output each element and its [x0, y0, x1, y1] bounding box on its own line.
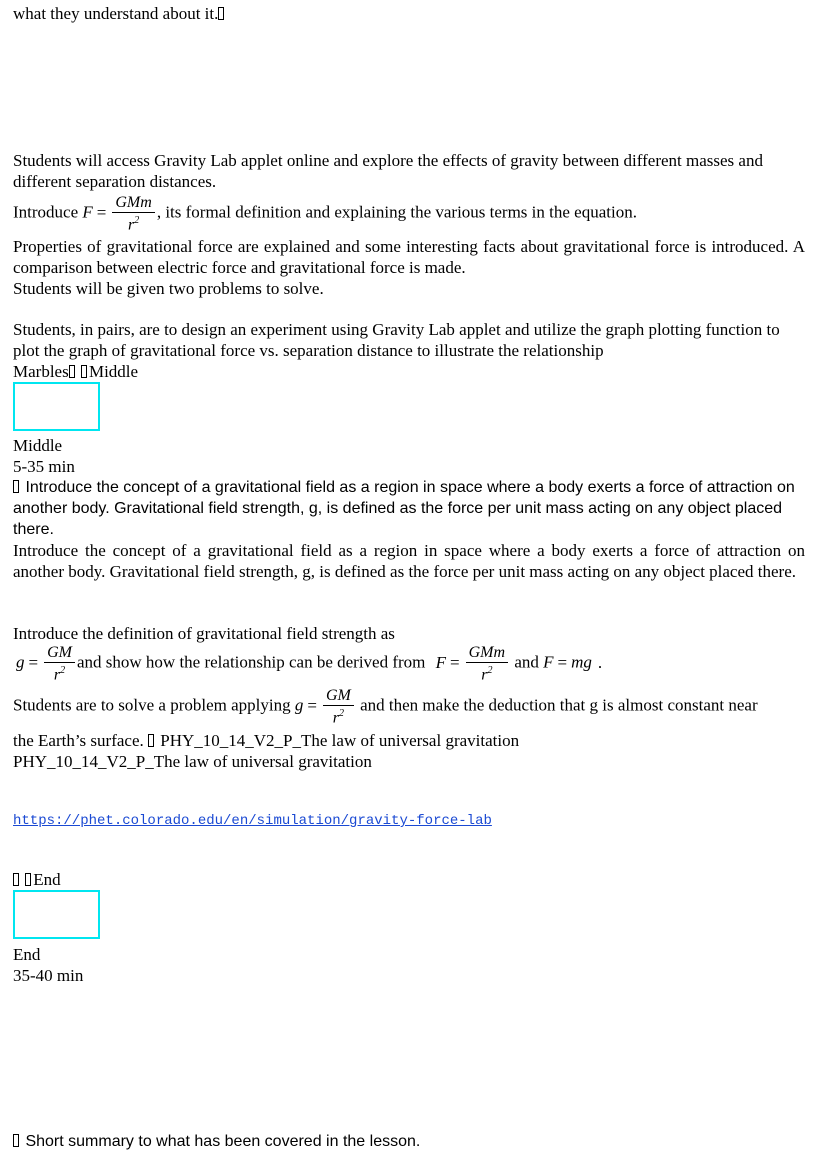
formula-line	[16, 644, 602, 683]
math-r: r	[332, 709, 340, 727]
text-line: Introduce the definition of gravitational field strength as	[13, 624, 395, 643]
text-line	[13, 730, 519, 751]
text-line: PHY_10_14_V2_P_The law of universal gravitation	[13, 752, 372, 771]
math-exponent: 2	[60, 665, 66, 676]
text: Middle	[88, 362, 139, 381]
text-line	[13, 3, 226, 24]
text: and	[514, 652, 539, 672]
math-exponent: 2	[339, 708, 345, 719]
math-exponent: 2	[134, 215, 140, 226]
formula-line	[13, 194, 637, 233]
phet-gravity-force-lab-link[interactable]: https://phet.colorado.edu/en/simulation/gravity-force-lab	[13, 813, 492, 829]
math-eq: =	[96, 202, 107, 222]
missing-glyph-icon	[25, 873, 31, 886]
paragraph-field-sans	[13, 477, 805, 540]
text: the Earth’s surface.	[13, 731, 144, 750]
text: and then make the deduction that g is almost constant near	[360, 695, 758, 715]
math-r: r	[53, 666, 61, 684]
text-line	[13, 361, 138, 382]
math-g: g	[294, 695, 304, 715]
math-exponent: 2	[487, 665, 493, 676]
math-mg: mg	[571, 652, 592, 672]
math-dot: .	[597, 652, 603, 672]
math-F: F	[543, 652, 554, 672]
math-eq: =	[307, 695, 317, 715]
fraction-denominator	[112, 213, 154, 233]
duration-text: 35-40 min	[13, 966, 84, 985]
fraction-denominator	[44, 663, 75, 683]
missing-glyph-icon	[13, 873, 19, 886]
math-F: F	[82, 202, 93, 222]
math-r: r	[481, 666, 488, 684]
duration-text: 5-35 min	[13, 457, 75, 476]
text: Students are to solve a problem applying	[13, 695, 291, 715]
text-line	[13, 869, 61, 890]
fraction-numerator: GM	[323, 687, 354, 706]
math-eq: =	[450, 652, 460, 672]
formula-line	[13, 687, 758, 726]
fraction-numerator: GMm	[466, 644, 508, 663]
paragraph-gravity-lab: Students will access Gravity Lab applet online and explore the effects of gravity between different masses and different separation distances.	[13, 151, 763, 191]
fraction-denominator	[323, 706, 354, 726]
fraction-numerator: GMm	[112, 194, 154, 213]
text: what they understand about it.	[13, 4, 219, 23]
fraction-numerator: GM	[44, 644, 75, 663]
fraction	[466, 644, 508, 683]
math-F: F	[435, 652, 447, 672]
text-line: Students will be given two problems to solve.	[13, 279, 324, 298]
math-g: g	[16, 652, 25, 672]
text: , its formal definition and explaining the various terms in the equation.	[156, 202, 637, 222]
missing-glyph-icon	[81, 365, 87, 378]
paragraph-experiment: Students, in pairs, are to design an experiment using Gravity Lab applet and utilize the graph plotting function to plot the graph of gravitational force vs. separation distance to illustrate the relationship	[13, 320, 780, 360]
paragraph-properties: Properties of gravitational force are explained and some interesting facts about gravitational force is introduced. A comparison between electric force and gravitational force is made.	[13, 237, 805, 277]
text: and show how the relationship can be derived from	[76, 652, 426, 672]
math-eq: =	[557, 652, 568, 672]
fraction	[112, 194, 154, 233]
text: Marbles	[13, 362, 69, 381]
section-heading: Middle	[13, 436, 63, 455]
missing-glyph-icon	[13, 480, 19, 493]
math-r: r	[127, 216, 135, 234]
fraction	[323, 687, 354, 726]
image-placeholder-box	[13, 382, 100, 431]
fraction	[44, 644, 75, 683]
section-heading: End	[13, 945, 41, 964]
image-placeholder-box	[13, 890, 100, 939]
summary-line	[13, 1131, 420, 1152]
missing-glyph-icon	[69, 365, 75, 378]
fraction-denominator	[466, 663, 508, 683]
text: Short summary to what has been covered in the lesson.	[25, 1133, 421, 1150]
missing-glyph-icon	[148, 734, 154, 747]
math-eq: =	[28, 652, 39, 672]
paragraph-field: Introduce the concept of a gravitational field as a region in space where a body exerts a force of attraction on another body. Gravitational field strength, g, is defined as the force per unit mass acting on any object placed there.	[13, 541, 805, 581]
text: End	[33, 870, 61, 889]
missing-glyph-icon	[218, 7, 224, 20]
text: PHY_10_14_V2_P_The law of universal gravitation	[160, 731, 520, 750]
text: Introduce	[13, 202, 79, 222]
text: Introduce the concept of a gravitational field as a region in space where a body exerts a force of attraction on another body. Gravitational field strength, g, is defined as the force per unit mass acting on any object placed there.	[13, 479, 795, 538]
missing-glyph-icon	[13, 1134, 19, 1147]
